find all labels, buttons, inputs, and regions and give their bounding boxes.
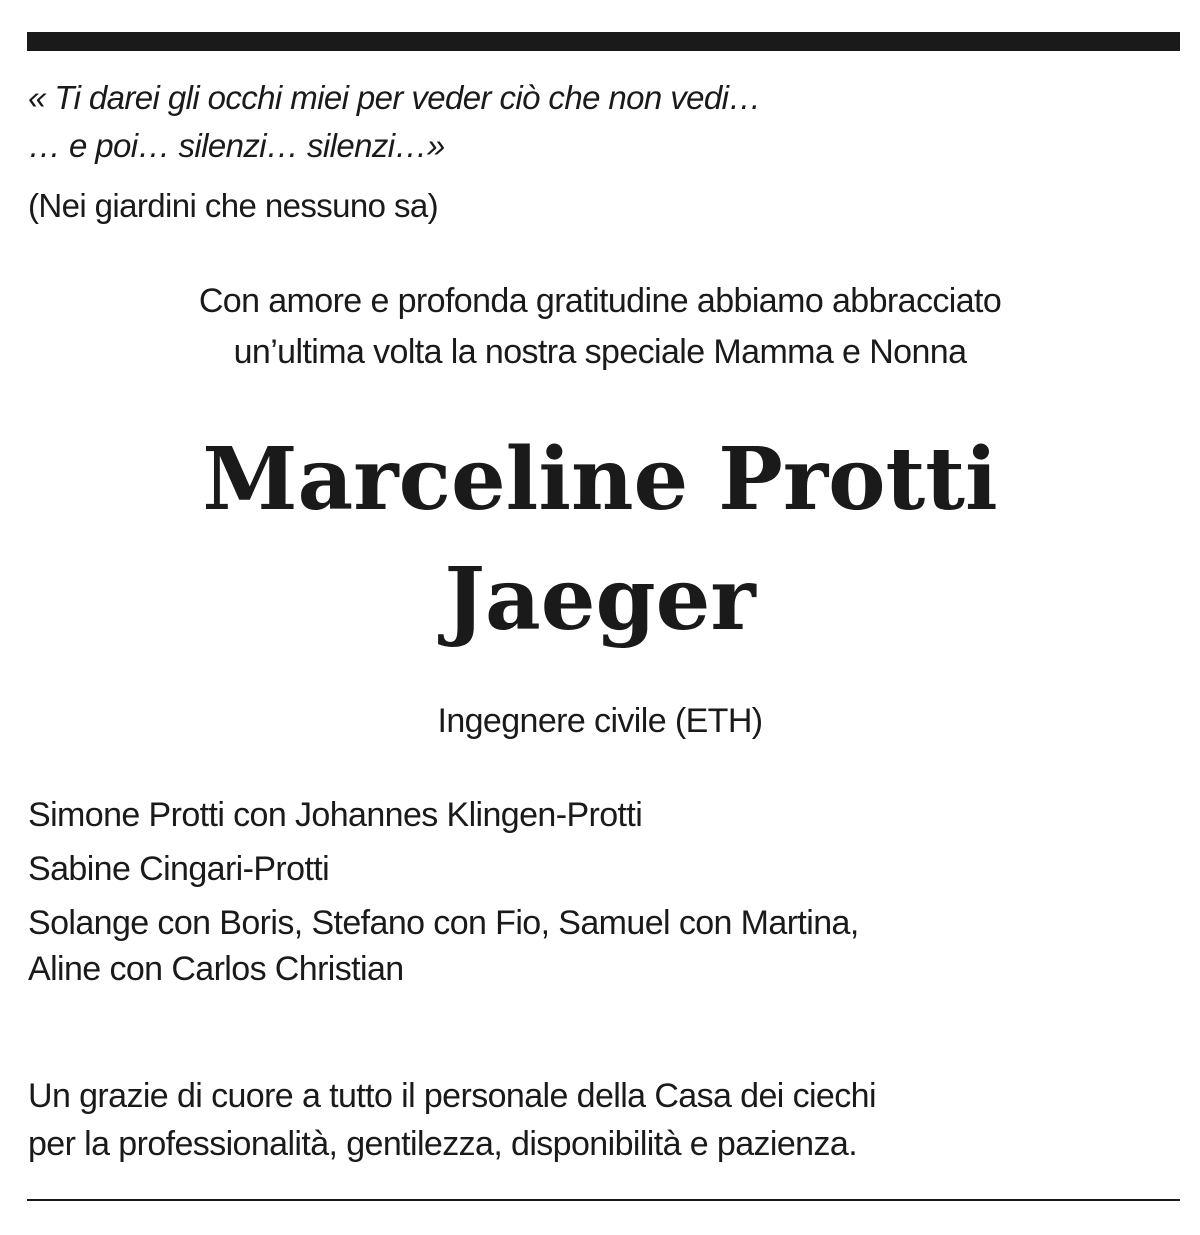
family-list [28,792,859,1000]
family-entry [28,900,859,992]
intro-line: Con amore e profonda gratitudine abbiamo abbracciato [198,282,1002,320]
thanks-line: Un grazie di cuore a tutto il personale della Casa dei ciechi [28,1077,876,1115]
family-entry [28,846,859,892]
top-rule [27,32,1180,51]
family-entry-line: Aline con Carlos Christian [28,950,404,988]
epigraph-source: (Nei giardini che nessuno sa) [28,187,438,224]
family-entry-line: Solange con Boris, Stefano con Fio, Samuel con Martina, [28,904,859,942]
thanks-line: per la professionalità, gentilezza, disponibilità e pazienza. [28,1125,858,1163]
family-entry [28,792,859,838]
epigraph-line: … e poi… silenzi… silenzi…» [28,127,445,164]
family-entry-line: Sabine Cingari-Protti [28,850,330,888]
epigraph-quote [28,74,761,170]
intro-text [0,276,1200,378]
epigraph-line: « Ti darei gli occhi miei per veder ciò che non vedi… [28,79,761,116]
intro-line: un’ultima volta la nostra speciale Mamma e Nonna [233,333,967,371]
thanks-text [28,1072,876,1168]
deceased-name [0,420,1200,660]
deceased-profession: Ingegnere civile (ETH) [437,702,763,740]
bottom-rule [27,1199,1180,1201]
deceased-name-line: Marceline Protti [202,429,998,530]
family-entry-line: Simone Protti con Johannes Klingen-Protti [28,796,643,834]
deceased-name-line: Jaeger [444,549,756,650]
